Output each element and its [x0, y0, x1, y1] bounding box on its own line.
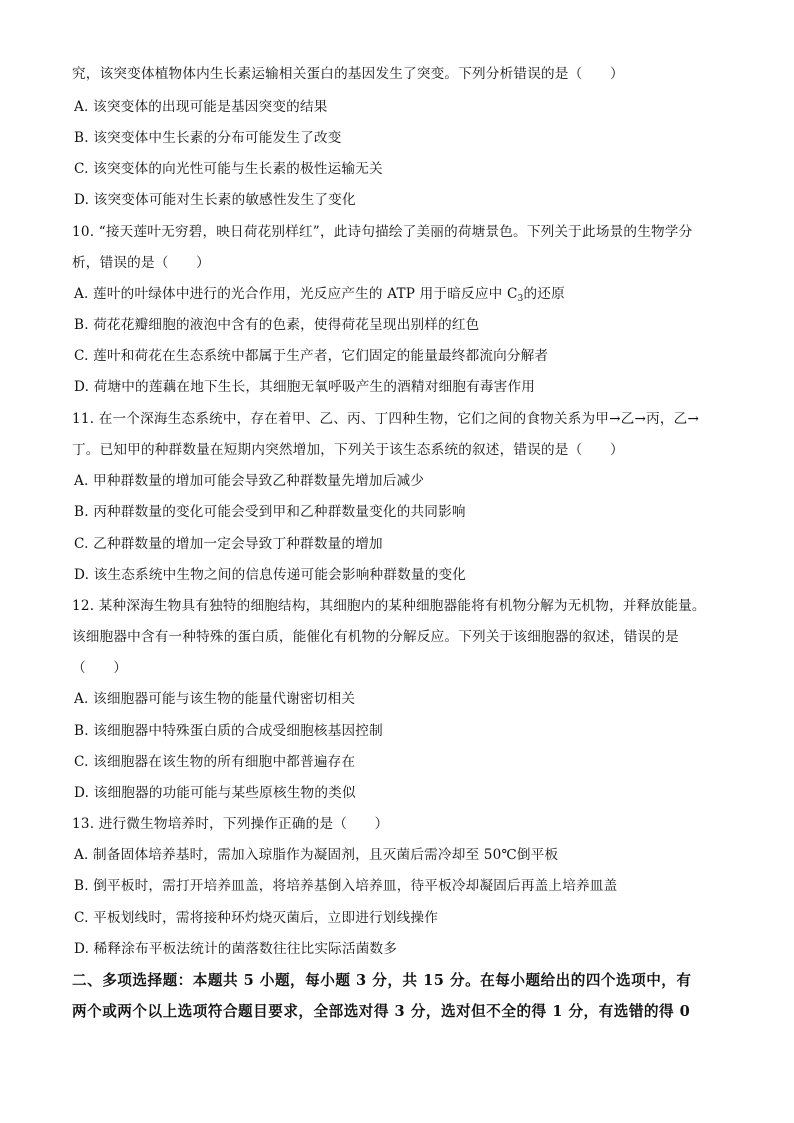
q13-option-a: A. 制备固体培养基时，需加入琼脂作为凝固剂，且灭菌后需冷却至 50℃倒平板 [74, 847, 559, 863]
q12-option-a: A. 该细胞器可能与该生物的能量代谢密切相关 [74, 691, 356, 707]
q11-option-c: C. 乙种群数量的增加一定会导致丁种群数量的增加 [74, 536, 383, 552]
question-11-stem: 11. 在一个深海生态系统中，存在着甲、乙、丙、丁四种生物，它们之间的食物关系为甲→乙→丙，乙→ [72, 411, 700, 427]
q13-option-c: C. 平板划线时，需将接种环灼烧灭菌后，立即进行划线操作 [74, 910, 439, 926]
q11-option-a: A. 甲种群数量的增加可能会导致乙种群数量先增加后减少 [74, 473, 425, 489]
q9-option-a: A. 该突变体的出现可能是基因突变的结果 [74, 99, 328, 115]
q10-option-d: D. 荷塘中的莲藕在地下生长，其细胞无氧呼吸产生的酒精对细胞有毒害作用 [74, 379, 536, 395]
q11-option-b: B. 丙种群数量的变化可能会受到甲和乙种群数量变化的共同影响 [74, 504, 466, 520]
q13-option-b: B. 倒平板时，需打开培养皿盖，将培养基倒入培养皿，待平板冷却凝固后再盖上培养皿盖 [74, 878, 618, 894]
q10-option-c: C. 莲叶和荷花在生态系统中都属于生产者，它们固定的能量最终都流向分解者 [74, 348, 549, 364]
question-10-stem-cont: 析，错误的是（ ） [72, 255, 210, 271]
section-heading: 二、多项选择题：本题共 5 小题，每小题 3 分，共 15 分。在每小题给出的四个选项中，有 [72, 972, 692, 989]
section-heading-cont: 两个或两个以上选项符合题目要求，全部选对得 3 分，选对但不全的得 1 分，有选错的得 0 [72, 1003, 691, 1020]
question-12-answer-blank: （ ） [72, 660, 128, 676]
q12-option-d: D. 该细胞器的功能可能与某些原核生物的类似 [74, 785, 356, 801]
q12-option-c: C. 该细胞器在该生物的所有细胞中都普遍存在 [74, 754, 356, 770]
q9-option-c: C. 该突变体的向光性可能与生长素的极性运输无关 [74, 161, 383, 177]
question-10-stem: 10. “接天莲叶无穷碧，映日荷花别样红”，此诗句描绘了美丽的荷塘景色。下列关于此场景的生物学分 [72, 224, 693, 240]
q9-option-d: D. 该突变体可能对生长素的敏感性发生了变化 [74, 192, 356, 208]
question-11-stem-cont: 丁。已知甲的种群数量在短期内突然增加，下列关于该生态系统的叙述，错误的是（ ） [72, 442, 624, 458]
q9-option-b: B. 该突变体中生长素的分布可能发生了改变 [74, 130, 342, 146]
q11-option-d: D. 该生态系统中生物之间的信息传递可能会影响种群数量的变化 [74, 567, 467, 583]
q10-option-b: B. 荷花花瓣细胞的液泡中含有的色素，使得荷花呈现出别样的红色 [74, 317, 480, 333]
q10-option-a: A. 莲叶的叶绿体中进行的光合作用，光反应产生的 ATP 用于暗反应中 $C_3$的还原 [74, 286, 565, 304]
q13-option-d: D. 稀释涂布平板法统计的菌落数往往比实际活菌数多 [74, 941, 398, 957]
question-12-stem-cont: 该细胞器中含有一种特殊的蛋白质，能催化有机物的分解反应。下列关于该细胞器的叙述，错误的是 [72, 629, 679, 645]
question-12-stem: 12. 某种深海生物具有独特的细胞结构，其细胞内的某种细胞器能将有机物分解为无机物，并释放能量。 [72, 598, 706, 614]
q12-option-b: B. 该细胞器中特殊蛋白质的合成受细胞核基因控制 [74, 723, 383, 739]
question-13-stem: 13. 进行微生物培养时，下列操作正确的是（ ） [72, 816, 389, 832]
question-9-stem-end: 究，该突变体植物体内生长素运输相关蛋白的基因发生了突变。下列分析错误的是（ ） [72, 66, 624, 82]
